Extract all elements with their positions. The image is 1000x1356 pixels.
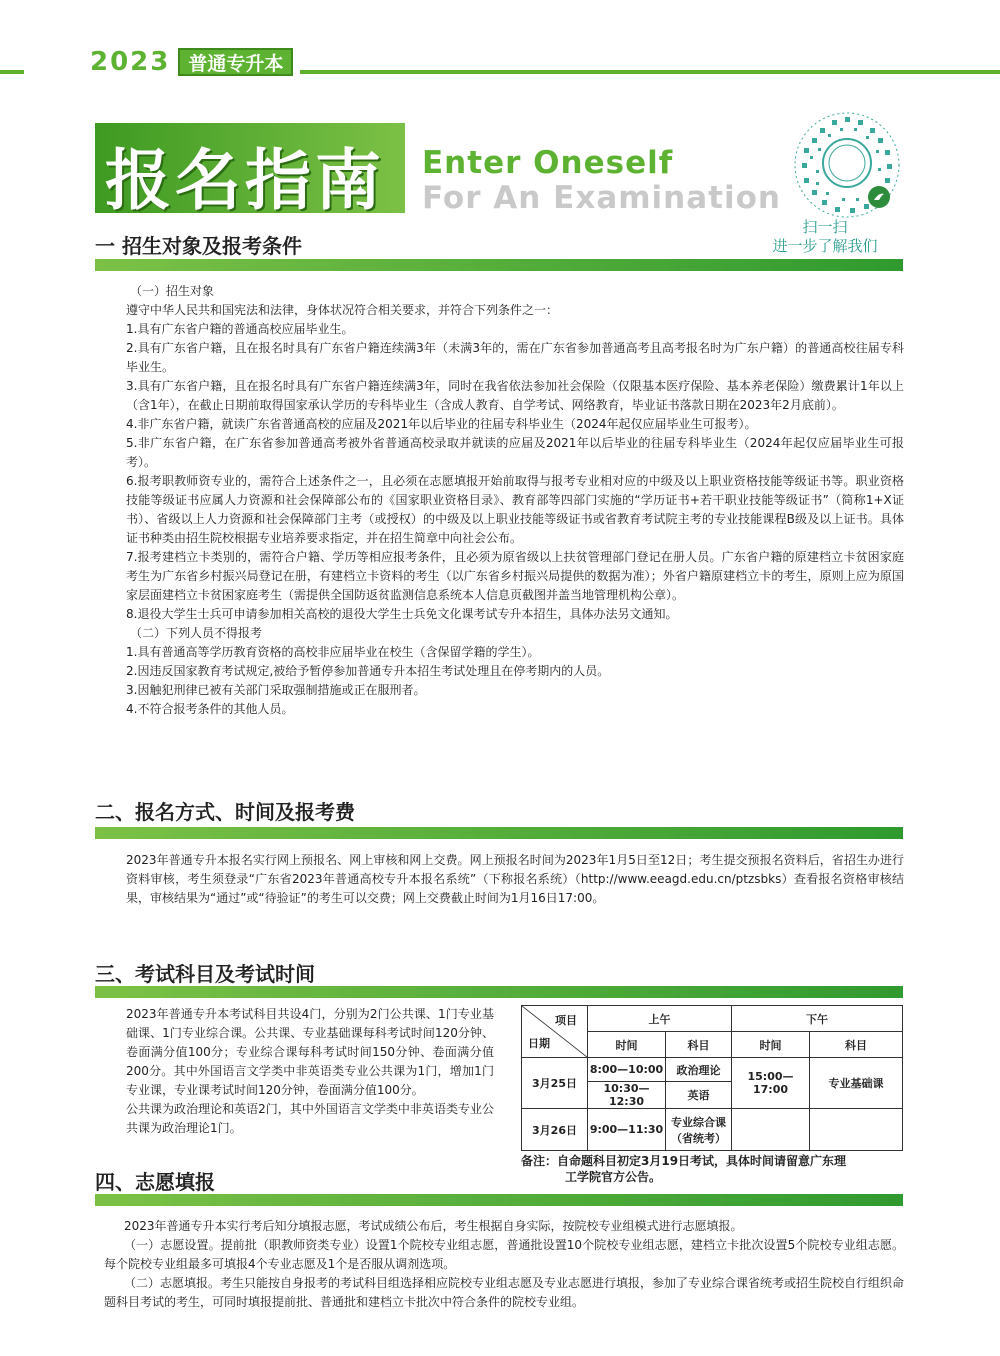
hero-title-box <box>95 123 405 219</box>
table-cell: 10:30—12:30 <box>588 1082 666 1109</box>
top-banner <box>0 44 1000 78</box>
section1-para: 6.报考职教师资专业的，需符合上述条件之一，且必须在志愿填报开始前取得与报考专业相对应的中级及以上职业资格技能等级证书等。职业资格技能等级证书应属人力资源和社会保障部公布的《国家职业资格目录》、教育部等四部门实施的“学历证书+若干职业技能等级证书”（简称1+X证书）、省级以上人力资源和社会保障部门主考（或授权）的中级及以上职业技能等级证书或省教育考试院主考的专业技能课程B级及以上证书。具体证书种类由招生院校根据专业培养要求指定，并在招生简章中向社会公布。 <box>126 474 904 545</box>
table-note-line: 备注：自命题科目初定3月19日考试，具体时间请留意广东理 <box>521 1154 847 1168</box>
banner-stripe-left <box>0 70 24 74</box>
corner-bottom-label: 日期 <box>528 1037 550 1050</box>
table-cell-line: 专业综合课 <box>671 1115 726 1129</box>
section4-bar <box>95 1194 903 1206</box>
section2-para: 2023年普通专升本报名实行网上预报名、网上审核和网上交费。网上预报名时间为2023年1月5日至12日；考生提交预报名资料后，省招生办进行资料审核，考生须登录“广东省2023年普通高校专升本报名系统”（下称报名系统）（http://www.eeagd.edu.cn/ptzsbks）查看报名资格审核结果，审核结果为“通过”或“待验证”的考生可以交费；网上交费截止时间为1月16日17:00。 <box>126 853 904 905</box>
english-title-line1: Enter Oneself <box>422 145 674 181</box>
table-cell: 15:00—17:00 <box>732 1058 810 1109</box>
qr-caption-line1: 扫一扫 <box>802 218 848 236</box>
corner-top-label: 项目 <box>555 1014 577 1027</box>
section3-para: 2023年普通专升本考试科目共设4门，分别为2门公共课、1门专业基础课、1门专业综合课。公共课、专业基础课每科考试时间120分钟、卷面满分值100分；专业综合课每科考试时间150分钟、卷面满分值200分。其中外国语言文学类中非英语类专业公共课为1门，增加1门专业课，专业课考试时间120分钟，卷面满分值100分。 <box>126 1007 494 1097</box>
section1-para: 2.因违反国家教育考试规定,被给予暂停参加普通专升本招生考试处理且在停考期内的人员。 <box>126 664 610 678</box>
table-cell <box>666 1109 732 1151</box>
table-note <box>521 1153 903 1185</box>
table-corner-cell <box>522 1006 588 1058</box>
section3-para: 公共课为政治理论和英语2门，其中外国语言文学类中非英语类专业公共课为政治理论1门。 <box>126 1102 494 1135</box>
section1-para: 4.非广东省户籍，就读广东省普通高校的应届及2021年以后毕业的往届专科毕业生（2024年起仅应届毕业生可报考）。 <box>126 417 757 431</box>
header-time-pm: 时间 <box>732 1032 810 1058</box>
header-time-am: 时间 <box>588 1032 666 1058</box>
table-cell-line: （省统考） <box>671 1131 726 1145</box>
section1-para: 2.具有广东省户籍，且在报名时具有广东省户籍连续满3年（未满3年的，需在广东省参加普通高考且高考报名时为广东户籍）的普通高校往届专科毕业生。 <box>126 341 904 374</box>
section1-title: 一 招生对象及报考条件 <box>95 234 302 258</box>
header-pm: 下午 <box>732 1006 903 1032</box>
category-tag: 普通专升本 <box>178 48 293 76</box>
section1-para: （二）下列人员不得报考 <box>130 626 263 640</box>
header-subject-am: 科目 <box>666 1032 732 1058</box>
table-cell-empty <box>732 1109 810 1151</box>
section4-para: （二）志愿填报。考生只能按自身报考的考试科目组选择相应院校专业组志愿及专业志愿进行填报，参加了专业综合课省统考或招生院校自行组织命题科目考试的考生，可同时填报提前批、普通批和建档立卡批次中符合条件的院校专业组。 <box>104 1276 905 1309</box>
section1-para: 4.不符合报考条件的其他人员。 <box>126 702 294 716</box>
section4-title: 四、志愿填报 <box>95 1170 215 1194</box>
section4-para: （一）志愿设置。提前批（职教师资类专业）设置1个院校专业组志愿，普通批设置10个院校专业组志愿，建档立卡批次设置5个院校专业组志愿。每个院校专业组最多可填报4个专业志愿及1个是否服从调剂选项。 <box>104 1238 904 1271</box>
table-cell: 8:00—10:00 <box>588 1058 666 1082</box>
header-am: 上午 <box>588 1006 732 1032</box>
section1-bar <box>95 259 903 271</box>
section3-body <box>126 1005 494 1138</box>
table-cell: 政治理论 <box>666 1058 732 1082</box>
table-row-date2: 3月26日 <box>522 1109 588 1151</box>
section2-title: 二、报名方式、时间及报考费 <box>95 800 355 824</box>
qr-caption <box>760 218 890 256</box>
hero-title: 报名指南 <box>105 142 385 219</box>
section1-para: 7.报考建档立卡类别的，需符合户籍、学历等相应报考条件，且必须为原省级以上扶贫管理部门登记在册人员。广东省户籍的原建档立卡贫困家庭考生为广东省乡村振兴局登记在册，有建档立卡资料的考生（以广东省乡村振兴局提供的数据为准）；外省户籍原建档立卡的考生，原则上应为原国家层面建档立卡贫困家庭考生（需提供全国防返贫监测信息系统本人信息页截图并盖当地管理机构公章）。 <box>126 550 904 602</box>
table-cell: 9:00—11:30 <box>588 1109 666 1151</box>
english-title-line2: For An Examination <box>422 180 781 216</box>
section1-para: 5.非广东省户籍，在广东省参加普通高考被外省普通高校录取并就读的应届及2021年以后毕业的往届专科毕业生（2024年起仅应届毕业生可报考）。 <box>126 436 904 469</box>
qr-code-icon[interactable] <box>790 108 905 223</box>
year-label: 2023 <box>90 47 171 77</box>
section2-bar <box>95 827 903 839</box>
table-cell: 英语 <box>666 1082 732 1109</box>
section4-para: 2023年普通专升本实行考后知分填报志愿，考试成绩公布后，考生根据自身实际，按院校专业组模式进行志愿填报。 <box>124 1219 743 1233</box>
table-note-line: 工学院官方公告。 <box>565 1170 662 1184</box>
section1-para: 1.具有广东省户籍的普通高校应届毕业生。 <box>126 322 354 336</box>
section1-para: （一）招生对象 <box>130 284 215 298</box>
section1-para: 3.因触犯刑律已被有关部门采取强制措施或正在服刑者。 <box>126 683 426 697</box>
section1-para: 3.具有广东省户籍，且在报名时具有广东省户籍连续满3年，同时在我省依法参加社会保险（仅限基本医疗保险、基本养老保险）缴费累计1年以上（含1年），在截止日期前取得国家承认学历的专科毕业生（含成人教育、自学考试、网络教育，毕业证书落款日期在2023年2月底前）。 <box>126 379 904 412</box>
table-row-date1: 3月25日 <box>522 1058 588 1109</box>
section1-para: 遵守中华人民共和国宪法和法律，身体状况符合相关要求，并符合下列条件之一： <box>126 303 559 317</box>
banner-line <box>300 70 1000 74</box>
section1-body <box>126 282 904 719</box>
section1-para: 1.具有普通高等学历教育资格的高校非应届毕业在校生（含保留学籍的学生）。 <box>126 645 540 659</box>
qr-caption-line2: 进一步了解我们 <box>772 237 878 255</box>
section3-title: 三、考试科目及考试时间 <box>95 962 315 986</box>
section2-body <box>126 851 904 908</box>
table-cell: 专业基础课 <box>810 1058 903 1109</box>
table-cell-empty <box>810 1109 903 1151</box>
exam-schedule-table <box>521 1005 903 1151</box>
section1-para: 8.退役大学生士兵可申请参加相关高校的退役大学生士兵免文化课考试专升本招生，具体办法另文通知。 <box>126 607 678 621</box>
section4-body <box>104 1217 904 1312</box>
year-badge <box>90 48 293 76</box>
header-subject-pm: 科目 <box>810 1032 903 1058</box>
section3-bar <box>95 986 903 998</box>
